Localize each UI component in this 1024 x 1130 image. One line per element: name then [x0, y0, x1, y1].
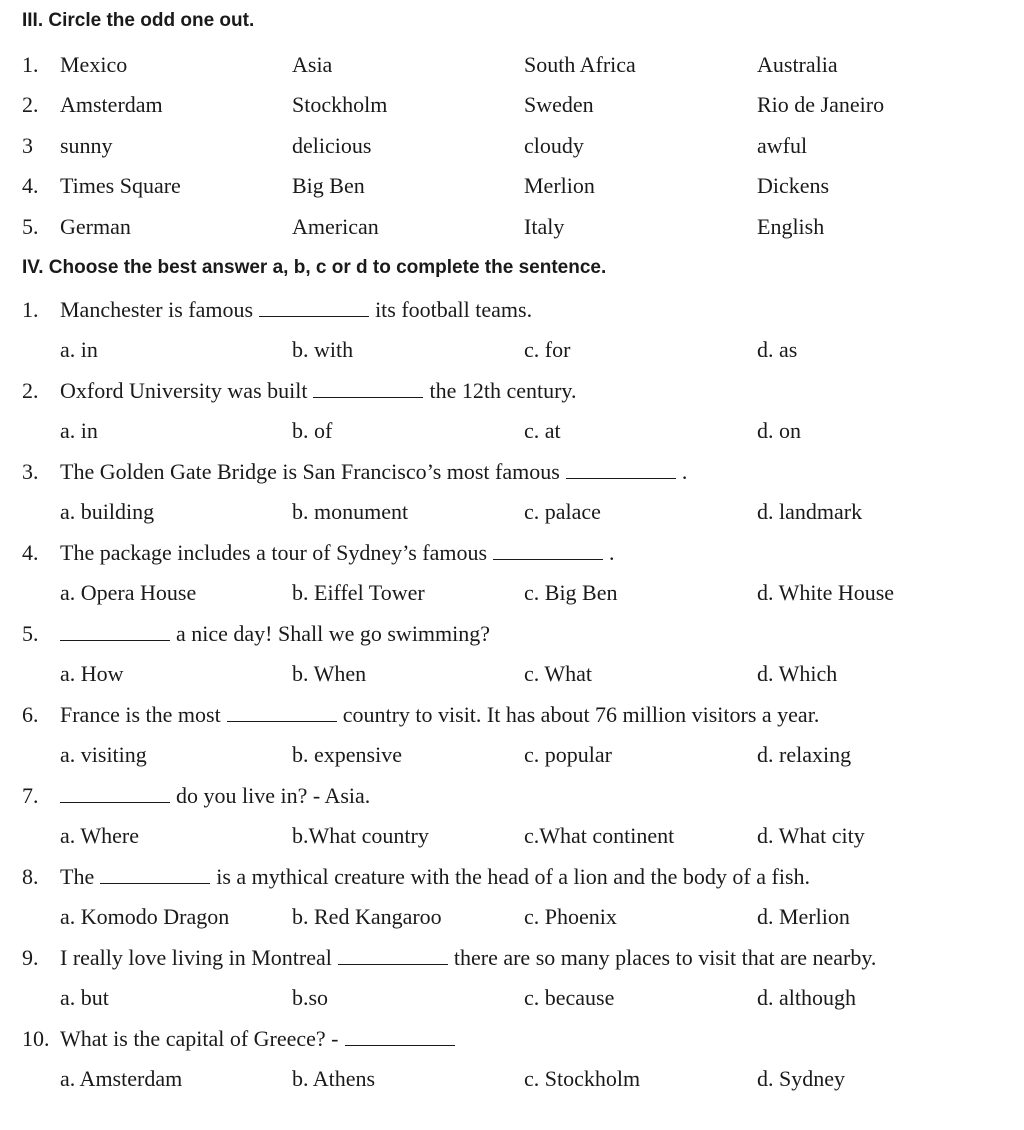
answer-blank[interactable] — [338, 948, 448, 965]
answer-option[interactable]: c. popular — [524, 742, 612, 767]
question-number: 9. — [22, 945, 39, 970]
answer-option[interactable]: a. building — [60, 499, 155, 524]
answer-blank[interactable] — [60, 624, 170, 641]
answer-option[interactable]: c. palace — [524, 499, 601, 524]
answer-option[interactable]: b. expensive — [292, 742, 402, 767]
answer-option[interactable]: c. Stockholm — [524, 1066, 641, 1091]
question-text-after: there are so many places to visit that are nearby. — [453, 945, 877, 970]
answer-blank[interactable] — [259, 300, 369, 317]
answer-blank[interactable] — [227, 705, 337, 722]
question-stem — [60, 297, 532, 323]
answer-option[interactable]: a. in — [60, 337, 98, 362]
question-number: 10. — [22, 1026, 50, 1051]
odd-one-out-word[interactable]: Mexico — [60, 52, 128, 77]
question-stem — [60, 378, 577, 404]
question-text-before: The — [60, 864, 95, 889]
section-4-heading: IV. Choose the best answer a, b, c or d to complete the sentence. — [22, 257, 607, 278]
answer-blank[interactable] — [566, 462, 676, 479]
answer-option[interactable]: b. Red Kangaroo — [292, 904, 442, 929]
odd-one-out-word[interactable]: English — [757, 214, 825, 239]
answer-option[interactable]: d. What city — [757, 823, 865, 848]
answer-option[interactable]: c. for — [524, 337, 571, 362]
answer-option[interactable]: c. What — [524, 661, 593, 686]
answer-blank[interactable] — [345, 1029, 455, 1046]
question-stem — [60, 945, 876, 971]
answer-option[interactable]: a. How — [60, 661, 124, 686]
odd-one-out-word[interactable]: cloudy — [524, 133, 584, 158]
item-number: 3 — [22, 133, 33, 158]
item-number: 1. — [22, 52, 39, 77]
answer-option[interactable]: c. at — [524, 418, 561, 443]
question-text-after: do you live in? - Asia. — [176, 783, 371, 808]
answer-option[interactable]: b.What country — [292, 823, 429, 848]
odd-one-out-word[interactable]: Italy — [524, 214, 565, 239]
item-number: 2. — [22, 92, 39, 117]
odd-one-out-word[interactable]: Rio de Janeiro — [757, 92, 885, 117]
question-text-after: is a mythical creature with the head of a lion and the body of a fish. — [216, 864, 811, 889]
question-number: 8. — [22, 864, 39, 889]
question-number: 7. — [22, 783, 39, 808]
odd-one-out-word[interactable]: German — [60, 214, 131, 239]
answer-option[interactable]: d. landmark — [757, 499, 863, 524]
question-stem — [60, 864, 810, 890]
question-text-before: What is the capital of Greece? - — [60, 1026, 339, 1051]
answer-option[interactable]: b.so — [292, 985, 329, 1010]
answer-option[interactable]: d. as — [757, 337, 798, 362]
section-3-heading: III. Circle the odd one out. — [22, 10, 255, 31]
answer-option[interactable]: c. Phoenix — [524, 904, 617, 929]
odd-one-out-word[interactable]: Amsterdam — [60, 92, 163, 117]
answer-option[interactable]: d. White House — [757, 580, 895, 605]
question-text-after: a nice day! Shall we go swimming? — [176, 621, 491, 646]
odd-one-out-word[interactable]: Dickens — [757, 173, 830, 198]
answer-option[interactable]: d. Sydney — [757, 1066, 845, 1091]
question-stem — [60, 621, 490, 647]
question-text-after: the 12th century. — [429, 378, 577, 403]
answer-blank[interactable] — [313, 381, 423, 398]
question-text-after: country to visit. It has about 76 million visitors a year. — [342, 702, 820, 727]
answer-blank[interactable] — [60, 786, 170, 803]
answer-option[interactable]: b. Eiffel Tower — [292, 580, 425, 605]
question-number: 6. — [22, 702, 39, 727]
question-stem — [60, 459, 687, 485]
question-number: 5. — [22, 621, 39, 646]
question-text-before: The package includes a tour of Sydney’s famous — [60, 540, 488, 565]
question-text-before: Oxford University was built — [60, 378, 308, 403]
answer-option[interactable]: a. Opera House — [60, 580, 197, 605]
question-text-before: I really love living in Montreal — [60, 945, 332, 970]
odd-one-out-word[interactable]: Asia — [292, 52, 333, 77]
odd-one-out-word[interactable]: American — [292, 214, 379, 239]
answer-option[interactable]: b. Athens — [292, 1066, 376, 1091]
question-number: 1. — [22, 297, 39, 322]
odd-one-out-word[interactable]: Big Ben — [292, 173, 365, 198]
answer-option[interactable]: d. Merlion — [757, 904, 850, 929]
question-text-after: . — [681, 459, 688, 484]
question-text-before: France is the most — [60, 702, 221, 727]
question-text-after: . — [609, 540, 615, 565]
answer-option[interactable]: a. Amsterdam — [60, 1066, 183, 1091]
odd-one-out-word[interactable]: Sweden — [524, 92, 594, 117]
question-number: 3. — [22, 459, 39, 484]
question-stem — [60, 540, 615, 566]
odd-one-out-word[interactable]: Merlion — [524, 173, 595, 198]
answer-option[interactable]: a. in — [60, 418, 98, 443]
answer-option[interactable]: b. When — [292, 661, 367, 686]
odd-one-out-word[interactable]: awful — [757, 133, 808, 158]
question-number: 4. — [22, 540, 39, 565]
item-number: 4. — [22, 173, 39, 198]
answer-option[interactable]: c.What continent — [524, 823, 675, 848]
answer-option[interactable]: a. visiting — [60, 742, 147, 767]
question-number: 2. — [22, 378, 39, 403]
answer-option[interactable]: d. on — [757, 418, 801, 443]
answer-option[interactable]: a. but — [60, 985, 109, 1010]
odd-one-out-word[interactable]: Times Square — [60, 173, 181, 198]
question-stem — [60, 1026, 461, 1052]
odd-one-out-word[interactable]: Australia — [757, 52, 838, 77]
answer-blank[interactable] — [100, 867, 210, 884]
answer-option[interactable]: a. Where — [60, 823, 139, 848]
item-number: 5. — [22, 214, 39, 239]
answer-option[interactable]: d. relaxing — [757, 742, 852, 767]
answer-option[interactable]: d. although — [757, 985, 856, 1010]
answer-option[interactable]: b. of — [292, 418, 333, 443]
answer-option[interactable]: d. Which — [757, 661, 838, 686]
question-text-before: The Golden Gate Bridge is San Francisco’s most famous — [60, 459, 560, 484]
question-text-after: its football teams. — [375, 297, 533, 322]
answer-option[interactable]: b. monument — [292, 499, 409, 524]
odd-one-out-word[interactable]: delicious — [292, 133, 372, 158]
answer-option[interactable]: c. because — [524, 985, 615, 1010]
question-stem — [60, 702, 819, 728]
answer-blank[interactable] — [493, 543, 603, 560]
odd-one-out-word[interactable]: Stockholm — [292, 92, 388, 117]
answer-option[interactable]: a. Komodo Dragon — [60, 904, 230, 929]
answer-option[interactable]: c. Big Ben — [524, 580, 618, 605]
answer-option[interactable]: b. with — [292, 337, 354, 362]
odd-one-out-word[interactable]: South Africa — [524, 52, 636, 77]
question-text-before: Manchester is famous — [60, 297, 254, 322]
odd-one-out-word[interactable]: sunny — [60, 133, 113, 158]
question-stem — [60, 783, 370, 809]
